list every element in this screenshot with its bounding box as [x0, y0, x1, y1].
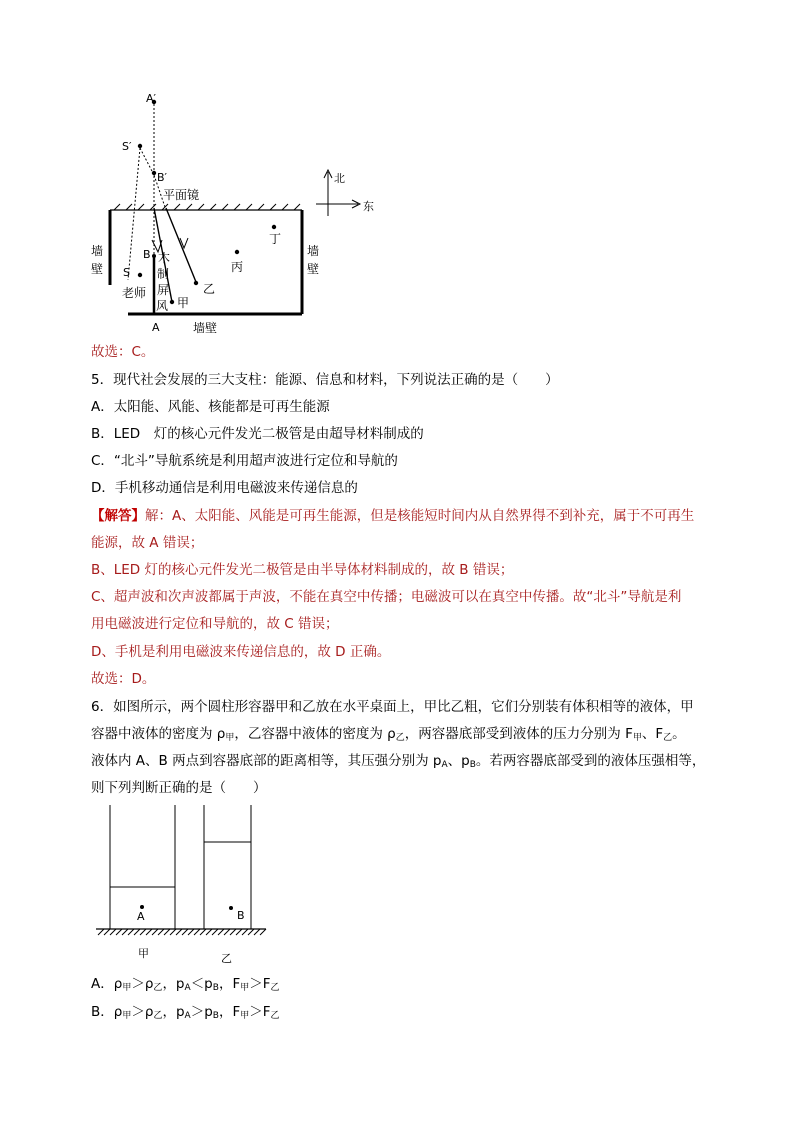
label-east: 东	[363, 200, 374, 213]
point-ding	[272, 225, 276, 229]
label-mirror: 平面镜	[163, 188, 200, 202]
label-yi: 乙	[221, 952, 232, 965]
label-a: A	[152, 321, 160, 334]
point-yi	[194, 281, 198, 285]
q5-solution-line-1	[91, 506, 694, 526]
solution-text-1: 解：A、太阳能、风能是可再生能源，但是核能短时间内从自然界得不到补充，属于不可再生	[145, 508, 695, 524]
label-jia: 甲	[138, 947, 149, 960]
label-screen1: 木	[158, 251, 171, 265]
q6-option-a: A．$\rho_甲>\rho_乙$，$p_A<p_B$，$F_甲>F_乙$	[91, 976, 280, 993]
label-yi: 乙	[203, 282, 216, 296]
label-a-prime: A′	[146, 92, 157, 105]
point-s-prime	[138, 144, 142, 148]
label-wall-right-1: 墙	[307, 244, 320, 258]
q6-stem-2-text: 容器中液体的密度为 ρ	[91, 726, 226, 742]
label-jia: 甲	[177, 296, 190, 310]
q6-option-a-prefix: A．	[91, 976, 114, 992]
q5-solution-line-4: C、超声波和次声波都属于声波，不能在真空中传播；电磁波可以在真空中传播。故“北斗”导航是利	[91, 589, 682, 605]
point-a	[140, 905, 144, 909]
q5-stem: 5．现代社会发展的三大支柱：能源、信息和材料，下列说法正确的是（ ）	[91, 372, 559, 388]
label-screen3: 屏	[157, 283, 170, 297]
label-screen2: 制	[157, 267, 170, 281]
label-a: A	[137, 910, 145, 923]
q6-stem-3-text: 液体内 A、B 两点到容器底部的距离相等，其压强分别为 p	[91, 753, 442, 769]
label-s: S	[123, 266, 130, 279]
q5-option-c: C．“北斗”导航系统是利用超声波进行定位和导航的	[91, 453, 398, 469]
label-teacher: 老师	[122, 286, 147, 300]
point-b	[229, 906, 233, 910]
label-wall-right-2: 壁	[307, 262, 320, 276]
q5-solution-line-6: D、手机是利用电磁波来传递信息的，故 D 正确。	[91, 644, 391, 660]
q6-stem-line-2: 容器中液体的密度为 $\rho_甲$，乙容器中液体的密度为 $\rho_乙$，两容器底部受到液体的压力分别为 $F_甲$、$F_乙$。	[91, 726, 686, 743]
point-jia	[170, 300, 174, 304]
label-wall-left-1: 墙	[91, 244, 104, 258]
q6-stem-line-1: 6．如图所示，两个圆柱形容器甲和乙放在水平桌面上，甲比乙粗，它们分别装有体积相等的液体，甲	[91, 699, 694, 715]
label-b: B	[143, 248, 151, 261]
q5-option-a: A．太阳能、风能、核能都是可再生能源	[91, 399, 330, 415]
q4-answer: 故选：C。	[91, 344, 155, 360]
q5-option-b: B．LED 灯的核心元件发光二极管是由超导材料制成的	[91, 426, 424, 442]
label-s-prime: S′	[122, 140, 132, 153]
label-wall-left-2: 壁	[91, 262, 104, 276]
label-ding: 丁	[269, 232, 282, 246]
q5-solution-line-3: B、LED 灯的核心元件发光二极管是由半导体材料制成的，故 B 错误；	[91, 562, 514, 578]
label-north: 北	[334, 172, 345, 185]
q5-answer: 故选：D。	[91, 671, 156, 687]
q6-stem-line-3: 液体内 A、B 两点到容器底部的距离相等，其压强分别为 $p_A$、$p_B$。若两容器底部受到的液体压强相等，	[91, 753, 706, 770]
point-s	[138, 273, 142, 277]
label-bing: 丙	[231, 260, 244, 274]
label-screen4: 风	[156, 299, 169, 313]
containers-diagram	[94, 805, 284, 965]
point-bing	[235, 250, 239, 254]
label-b: B	[237, 909, 245, 922]
label-b-prime: B′	[157, 171, 168, 184]
q6-stem-line-4: 则下列判断正确的是（ ）	[91, 780, 267, 796]
q6-option-b: B．$\rho_甲>\rho_乙$，$p_A>p_B$，$F_甲>F_乙$	[91, 1004, 280, 1021]
point-b-prime	[152, 171, 156, 175]
q5-solution-line-2: 能源，故 A 错误；	[91, 535, 204, 551]
label-wall-bottom: 墙壁	[193, 321, 218, 335]
mirror-diagram	[88, 90, 378, 340]
solution-tag: 【解答】	[91, 508, 145, 524]
q5-solution-line-5: 用电磁波进行定位和导航的，故 C 错误；	[91, 616, 339, 632]
q5-option-d: D．手机移动通信是利用电磁波来传递信息的	[91, 480, 358, 496]
q6-option-b-prefix: B．	[91, 1004, 114, 1020]
point-b	[152, 254, 156, 258]
